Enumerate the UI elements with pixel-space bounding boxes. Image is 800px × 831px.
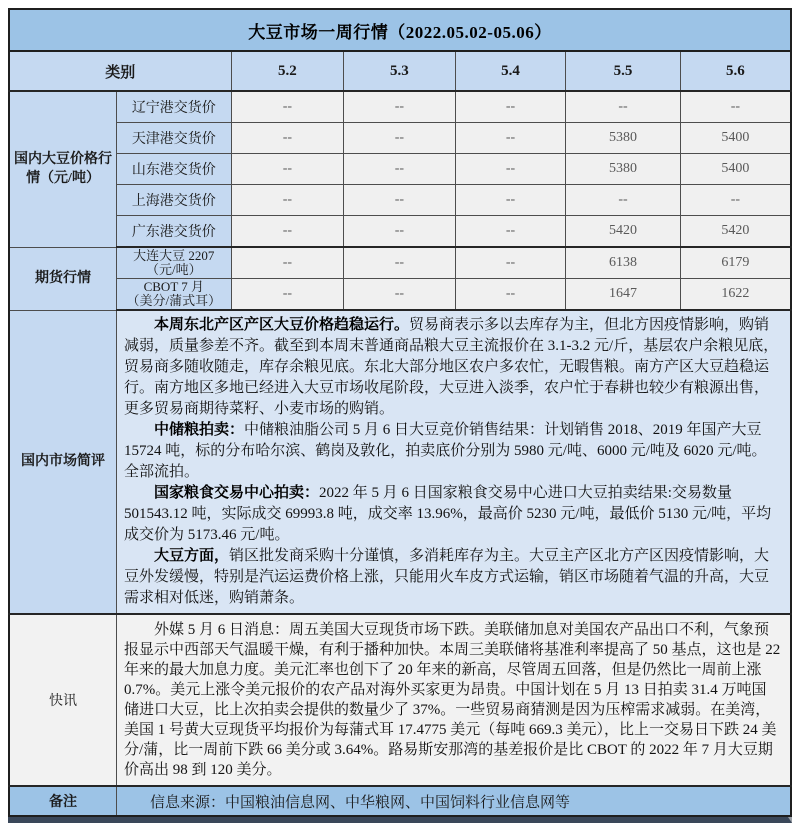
row-label: 天津港交货价 — [117, 123, 232, 154]
commentary-paragraph — [124, 315, 781, 420]
value-cell: 5400 — [680, 154, 791, 185]
row-label-line2: （美分/蒲式耳） — [126, 293, 222, 308]
value-cell: -- — [680, 185, 791, 216]
value-cell: -- — [455, 279, 566, 311]
date-header: 5.5 — [566, 51, 681, 91]
value-cell: 5380 — [566, 123, 681, 154]
row-label: 辽宁港交货价 — [117, 91, 232, 123]
value-cell: -- — [231, 216, 344, 248]
table-frame — [8, 8, 792, 823]
date-header: 5.4 — [455, 51, 566, 91]
value-cell: 1647 — [566, 279, 681, 311]
value-cell: -- — [231, 154, 344, 185]
title-row — [9, 9, 791, 51]
row-label — [117, 247, 232, 279]
row-label-line2: （元/吨） — [146, 262, 202, 277]
section-label-commentary: 国内市场简评 — [9, 310, 117, 614]
category-header: 类别 — [9, 51, 231, 91]
value-cell: -- — [455, 216, 566, 248]
table-row-tianjin — [9, 123, 791, 154]
section-label-futures: 期货行情 — [9, 247, 117, 310]
paragraph-body: 销区批发商采购十分谨慎，多消耗库存为主。大豆主产区北方产区因疫情影响，大豆外发缓慢，特别是汽运运费价格上涨，只能用火车皮方式运输，销区市场随着气温的升高，大豆需求相对低迷，购销萧条。 — [124, 548, 770, 606]
row-label: 山东港交货价 — [117, 154, 232, 185]
row-label — [117, 279, 232, 311]
row-label-line1: 大连大豆 2207 — [133, 248, 215, 263]
news-text — [117, 614, 791, 786]
table-row-cbot — [9, 279, 791, 311]
value-cell: -- — [344, 216, 456, 248]
news-paragraph: 外媒 5 月 6 日消息：周五美国大豆现货市场下跌。美联储加息对美国农产品出口不利，气象预报显示中西部天气温暖干燥，有利于播种加快。本周三美联储将基准利率提高了 50 基点，这也是 22 年来的最大加息力度。美元汇率也创下了 20 年来的新高，尽管周五回落，但是仍然比一周前上涨 0.7%。美元上涨令美元报价的农产品对海外买家更为昂贵。中国计划在 5 月 13 日拍卖 31.4 万吨国储进口大豆，比上次拍卖会提供的数量少了 37%。一些贸易商猜测是因为压榨需求减弱。在美湾，美国 1 号黄大豆现货平均报价为每蒲式耳 17.4775 美元（每吨 669.3 美元），比上一交易日下跌 24 美分/蒲，比一周前下跌 66 美分或 3.64%。路易斯安那湾的基差报价是比 CBOT 的 2022 年 7 月大豆期价高出 98 到 120 美分。 — [124, 622, 781, 778]
value-cell: -- — [344, 247, 456, 279]
table-row-shanghai — [9, 185, 791, 216]
date-header: 5.2 — [231, 51, 344, 91]
value-cell: -- — [231, 247, 344, 279]
remark-row — [9, 786, 791, 816]
value-cell: -- — [231, 123, 344, 154]
commentary-paragraph — [124, 546, 781, 609]
paragraph-lead: 大豆方面， — [154, 548, 230, 564]
section-label-news: 快讯 — [9, 614, 117, 786]
commentary-paragraph — [124, 483, 781, 546]
value-cell: -- — [231, 91, 344, 123]
row-label-line1: CBOT 7 月 — [143, 279, 205, 294]
commentary-paragraph — [124, 420, 781, 483]
value-cell: -- — [344, 91, 456, 123]
section-label-domestic: 国内大豆价格行情（元/吨） — [9, 91, 117, 247]
date-header: 5.3 — [344, 51, 456, 91]
value-cell: -- — [231, 279, 344, 311]
price-table — [8, 8, 792, 817]
value-cell: -- — [680, 91, 791, 123]
paragraph-lead: 国家粮食交易中心拍卖： — [154, 485, 320, 501]
table-row-liaoning — [9, 91, 791, 123]
value-cell: 5380 — [566, 154, 681, 185]
value-cell: -- — [344, 185, 456, 216]
value-cell: 6138 — [566, 247, 681, 279]
value-cell: -- — [455, 123, 566, 154]
value-cell: -- — [344, 123, 456, 154]
value-cell: -- — [566, 185, 681, 216]
commentary-text — [117, 310, 791, 614]
value-cell: 5420 — [566, 216, 681, 248]
paragraph-body: 2022 年 5 月 6 日国家粮食交易中心进口大豆拍卖结果:交易数量 501543.12 吨，实际成交 69993.8 吨，成交率 13.96%，最高价 5230 元/吨，最低价 5130 元/吨，平均成交价为 5173.46 元/吨。 — [124, 485, 772, 543]
paragraph-body: 贸易商表示多以去库存为主，但北方因疫情影响，购销减弱，质量参差不齐。截至到本周末普通商品粮大豆主流报价在 3.1-3.2 元/斤，基层农户余粮见底，贸易商多随收随走，库存余粮见底。东北大部分地区农户多农忙，无暇售粮。南方产区大豆趋稳运行。南方地区多地已经进入大豆市场收尾阶段，大豆进入淡季，农户忙于春耕也较少有粮源出售，更多贸易商期待菜籽、小麦市场的购销。 — [124, 317, 779, 417]
value-cell: 5400 — [680, 123, 791, 154]
paragraph-lead: 本周东北产区产区大豆价格趋稳运行。 — [154, 317, 410, 333]
value-cell: 5420 — [680, 216, 791, 248]
commentary-row — [9, 310, 791, 614]
page-title: 大豆市场一周行情（2022.05.02-05.06） — [9, 9, 791, 51]
value-cell: -- — [566, 91, 681, 123]
paragraph-body: 中储粮油脂公司 5 月 6 日大豆竞价销售结果：计划销售 2018、2019 年国产大豆 15724 吨，标的分布哈尔滨、鹤岗及敦化，拍卖底价分别为 5980 元/吨、6000 元/吨及 6020 元/吨。全部流拍。 — [124, 422, 767, 480]
section-label-remark: 备注 — [9, 786, 117, 816]
table-row-shandong — [9, 154, 791, 185]
column-header-row — [9, 51, 791, 91]
news-row — [9, 614, 791, 786]
row-label: 广东港交货价 — [117, 216, 232, 248]
paragraph-lead: 中储粮拍卖： — [154, 422, 245, 438]
remark-text: 信息来源：中国粮油信息网、中华粮网、中国饲料行业信息网等 — [117, 786, 791, 816]
value-cell: -- — [344, 279, 456, 311]
date-header: 5.6 — [680, 51, 791, 91]
table-row-guangdong — [9, 216, 791, 248]
value-cell: -- — [455, 247, 566, 279]
value-cell: -- — [344, 154, 456, 185]
value-cell: -- — [231, 185, 344, 216]
value-cell: -- — [455, 91, 566, 123]
value-cell: -- — [455, 154, 566, 185]
row-label: 上海港交货价 — [117, 185, 232, 216]
table-row-dalian-soybean — [9, 247, 791, 279]
value-cell: 1622 — [680, 279, 791, 311]
value-cell: -- — [455, 185, 566, 216]
soybean-weekly-report — [8, 8, 792, 823]
value-cell: 6179 — [680, 247, 791, 279]
